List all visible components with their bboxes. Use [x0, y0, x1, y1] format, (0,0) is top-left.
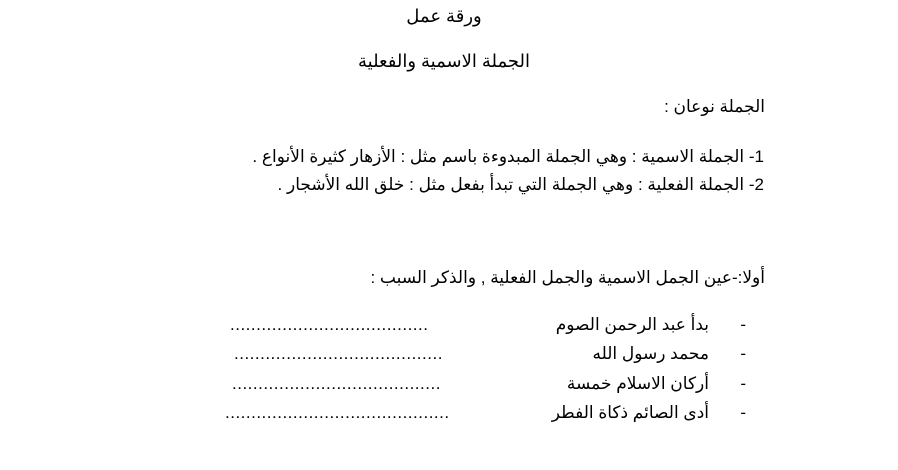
answer-blank[interactable]: ........................................... — [225, 403, 450, 422]
worksheet-subtitle: الجملة الاسمية والفعلية — [358, 51, 530, 71]
answer-blank[interactable]: ........................................ — [234, 344, 443, 363]
list-bullet: - — [740, 315, 746, 334]
exercise-sentence: محمد رسول الله — [592, 344, 709, 363]
exercise-row — [186, 343, 746, 367]
list-bullet: - — [740, 374, 746, 393]
exercise-instructions: أولا:-عين الجمل الاسمية والجمل الفعلية , والذكر السبب : — [370, 268, 765, 287]
worksheet-title: ورقة عمل — [406, 6, 482, 26]
exercise-row — [186, 314, 746, 338]
exercise-sentence: أركان الاسلام خمسة — [566, 374, 709, 393]
definition-verbal-sentence: 2- الجملة الفعلية : وهي الجملة التي تبدأ بفعل مثل : خلق الله الأشجار . — [277, 175, 764, 194]
intro-text: الجملة نوعان : — [664, 97, 765, 116]
answer-blank[interactable]: ...................................... — [230, 315, 429, 334]
definition-nominal-sentence: 1- الجملة الاسمية : وهي الجملة المبدوءة باسم مثل : الأزهار كثيرة الأنواع . — [252, 147, 764, 166]
answer-blank[interactable]: ........................................ — [232, 374, 441, 393]
exercise-sentence: بدأ عبد الرحمن الصوم — [555, 315, 709, 334]
list-bullet: - — [740, 344, 746, 363]
exercise-row — [186, 402, 746, 426]
exercise-row — [186, 373, 746, 397]
exercise-sentence: أدى الصائم ذكاة الفطر — [551, 403, 709, 422]
list-bullet: - — [740, 403, 746, 422]
